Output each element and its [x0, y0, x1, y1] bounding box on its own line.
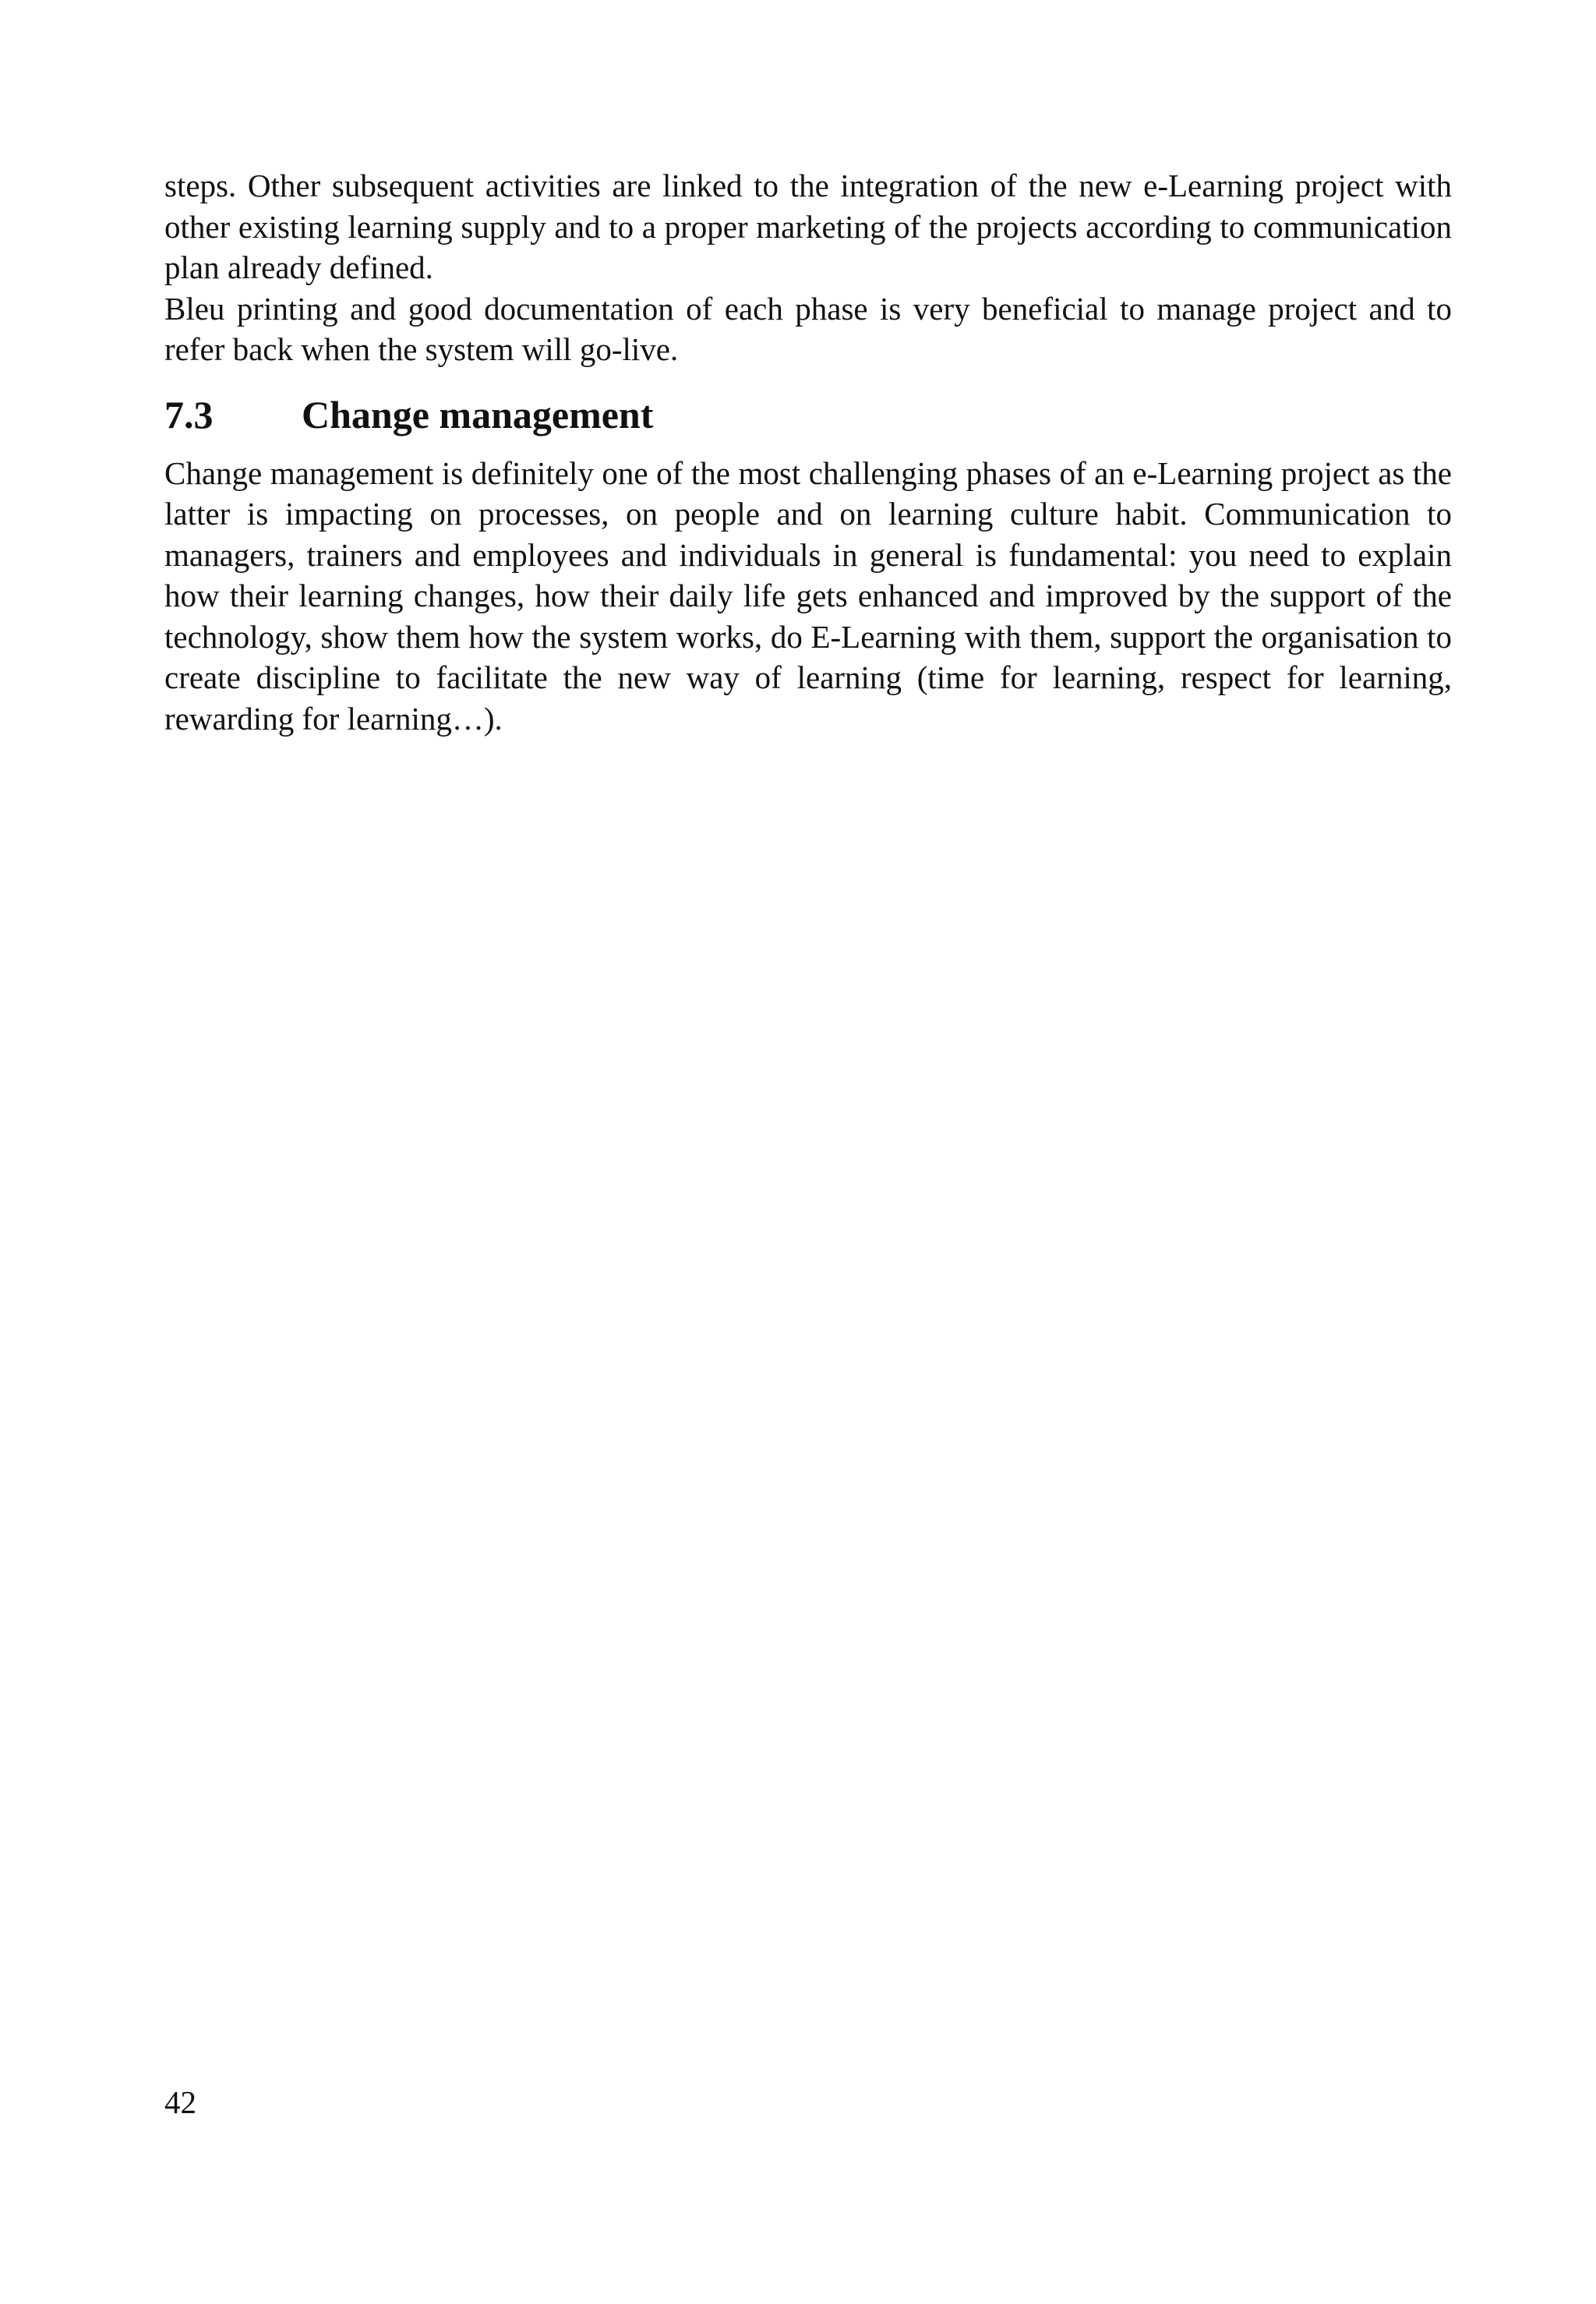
- page-number: 42: [164, 2084, 196, 2120]
- page-content: [164, 165, 1452, 739]
- section-title: Change management: [302, 392, 654, 436]
- paragraph-change-management: Change management is definitely one of the most challenging phases of an e-Learning project as the latter is impacting on processes, on people and on learning culture habit. Communication to managers, trainers and employees and individuals in general is fundamental: you need to explain how their learning changes, how their daily life gets enhanced and improved by the support of the technology, show them how the system works, do E-Learning with them, support the organisation to create discipline to facilitate the new way of learning (time for learning, respect for learning, rewarding for learning…).: [164, 454, 1452, 737]
- section-number: 7.3: [164, 392, 214, 436]
- section-heading: [164, 387, 1452, 442]
- paragraph-bleu-printing: Bleu printing and good documentation of each phase is very beneficial to manage project and to refer back when the system will go-live.: [164, 290, 1452, 367]
- paragraph-continuation: steps. Other subsequent activities are linked to the integration of the new e-Learning project with other existing learning supply and to a proper marketing of the projects according to communication plan already defined.: [164, 168, 1452, 285]
